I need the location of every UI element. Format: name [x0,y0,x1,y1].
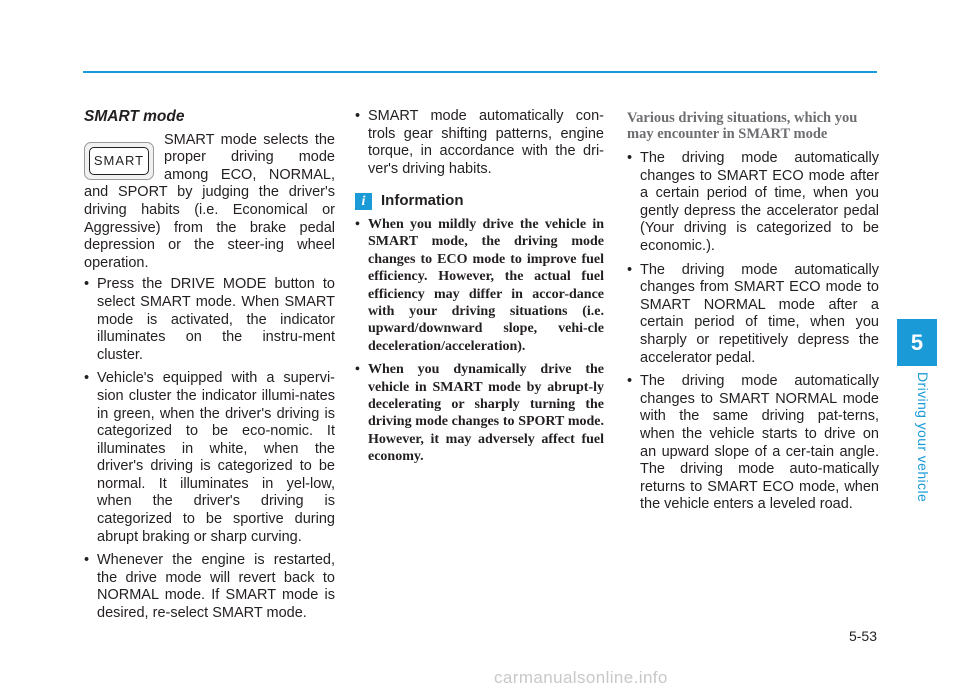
list-item: • Press the DRIVE MODE button to select SMART mode. When SMART mode is activated, the indicator illuminates on the instru-ment cluster. [84,276,335,364]
information-label: Information [381,192,464,210]
watermark: carmanualsonline.info [494,668,668,687]
top-rule [83,71,877,73]
list-item: • SMART mode automatically con-trols gear shifting patterns, engine torque, in accordance with the dri-ver's driving habits. [355,108,604,178]
driving-situations-heading: Various driving situations, which you may encounter in SMART mode [627,110,858,142]
list-item: • When you dynamically drive the vehicle in SMART mode by abrupt-ly decelerating or sharply turning the driving mode changes to SPORT mode. However, it may adversely affect fuel economy. [355,361,604,465]
middle-column [355,104,604,472]
smart-intro [84,132,335,273]
left-column [84,104,335,629]
smart-intro-text: SMART mode selects the proper driving mode among ECO, NORMAL, and SPORT by judging the driver's driving habits (i.e. Economical or Aggressive) from the brake pedal depression or the steer-ing wheel operation. [84,131,335,271]
list-item: • The driving mode automatically changes from SMART ECO mode to SMART NORMAL mode after a certain period of time, when you sharply or repetitively depress the accelerator pedal. [627,262,879,368]
chapter-tab: 5 [897,319,937,366]
chapter-title: Driving your vehicle [915,372,931,503]
list-item: • Whenever the engine is restarted, the drive mode will revert back to NORMAL mode. If SMART mode is desired, re-select SMART mode. [84,552,335,622]
left-bullet-list [84,276,335,622]
smart-indicator-icon [84,142,154,180]
list-item: • The driving mode automatically changes to SMART NORMAL mode with the same driving pat-terns, when the vehicle starts to drive on an upward slope of a cer-tain angle. The driving mode auto-matically returns to SMART ECO mode, when the vehicle enters a leveled road. [627,373,879,514]
smart-indicator-label: SMART [89,147,149,175]
smart-mode-heading: SMART mode [84,108,185,125]
list-item: • Vehicle's equipped with a supervi-sion cluster the indicator illumi-nates in green, when the driver's driving is categorized to be eco-nomic. It illuminates in white, when the driver's driving is categorized to be normal. It illuminates in yel-low, when the driver's driving is categorized to be sportive during abrupt braking or sharp curving. [84,370,335,546]
right-column [627,104,879,520]
right-bullet-list [627,150,879,514]
information-list [355,216,604,466]
list-item: • The driving mode automatically changes to SMART ECO mode after a certain period of time, when you gently depress the accelerator pedal (Your driving is categorized to be economic.). [627,150,879,256]
middle-bullet-list [355,108,604,178]
list-item: • When you mildly drive the vehicle in SMART mode, the driving mode changes to ECO mode to improve fuel efficiency. However, the actual fuel efficiency may differ in accor-dance with your driving situations (i.e. upward/downward slope, vehi-cle deceleration/acceleration). [355,216,604,355]
information-title [355,192,604,210]
info-icon: i [355,193,372,210]
page-number: 5-53 [848,628,877,644]
